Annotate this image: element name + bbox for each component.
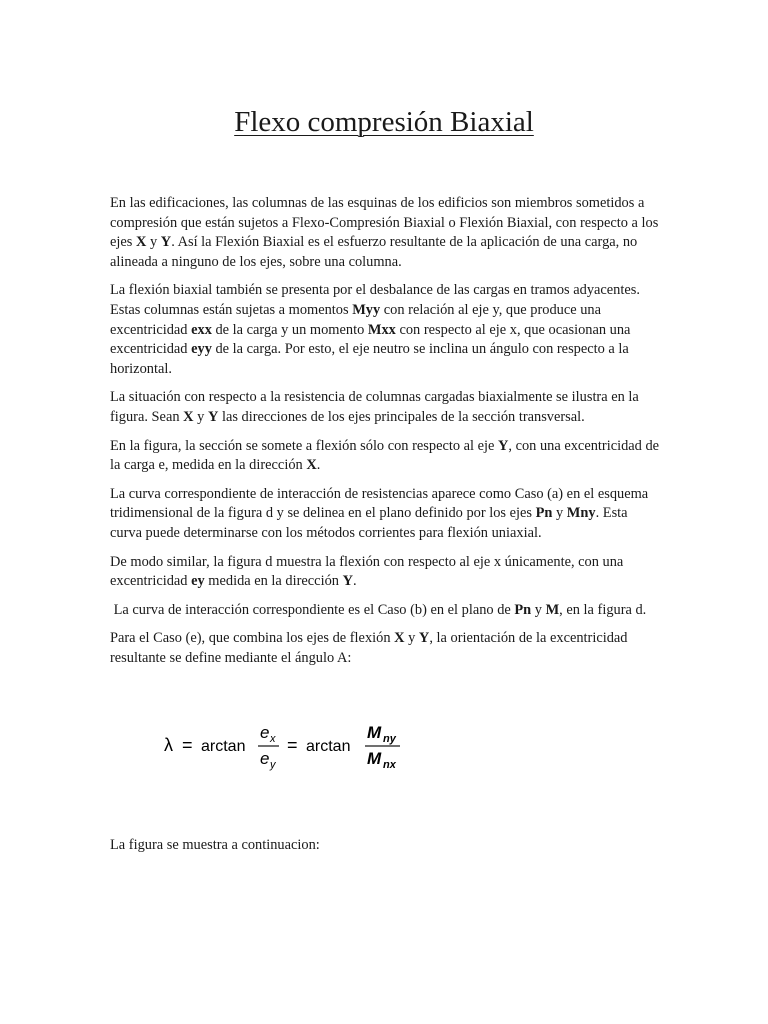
document-title: Flexo compresión Biaxial <box>234 106 534 138</box>
p7-text-d: , en la figura d. <box>559 601 647 618</box>
p2-bold-exx: exx <box>191 321 212 338</box>
p3-text-c: y <box>193 408 208 425</box>
p2-text-c: con relación al eje y, que produce una excentricidad <box>110 301 602 338</box>
formula-den2-sub: nx <box>383 759 396 771</box>
p8-text-c: y <box>404 630 419 647</box>
paragraph-2 <box>110 281 662 379</box>
formula-den1-base: e <box>260 749 270 768</box>
p4-bold-y: Y <box>498 437 509 454</box>
paragraph-7 <box>110 601 662 621</box>
p1-bold-x: X <box>135 234 147 251</box>
formula-svg <box>162 716 422 776</box>
p1-bold-y: Y <box>160 234 172 251</box>
p1-text-c: y <box>146 234 161 251</box>
p2-bold-mxx: Mxx <box>367 321 396 338</box>
p2-text-e: con respecto al eje x, que ocasionan una excentricidad <box>110 321 631 358</box>
p2-bold-myy: Myy <box>352 301 381 318</box>
p6-bold-ey: ey <box>191 573 205 590</box>
formula-den1-sub: y <box>270 759 276 771</box>
figure-caption: La figura se muestra a continuacion: <box>110 837 320 853</box>
p5-text-d: . Esta curva puede determinarse con los métodos corrientes para flexión uniaxial. <box>110 505 628 541</box>
formula-lambda: λ <box>164 735 173 755</box>
p4-text-d: . <box>316 457 321 474</box>
p4-text-a: En la figura, la sección se somete a flexión sólo con respecto al eje <box>110 437 498 454</box>
p5-text-c: y <box>552 505 567 522</box>
formula-num1-base: e <box>260 723 270 742</box>
p3-text-d: las direcciones de los ejes principales de la sección transversal. <box>218 408 585 425</box>
p5-text-a: La curva correspondiente de interacción de resistencias aparece como Caso (a) en el esquema tridimensional de la figura d y se delinea en el plano definido por los ejes <box>110 485 649 522</box>
formula-num1-sub: x <box>270 733 276 745</box>
p5-bold-mny: Mny <box>566 505 596 522</box>
formula-arctan-1: arctan <box>201 738 246 755</box>
p1-text-d: . Así la Flexión Biaxial es el esfuerzo resultante de la aplicación de una carga, no alineada a ninguno de los ejes, sobre una columna. <box>110 234 638 270</box>
p8-bold-y: Y <box>418 630 430 647</box>
p8-text-a: Para el Caso (e), que combina los ejes de flexión <box>110 630 395 647</box>
formula-num2-base: M <box>367 723 382 742</box>
p2-text-d: de la carga y un momento <box>211 321 368 338</box>
p7-text-c: y <box>531 601 546 618</box>
formula-den2-base: M <box>367 749 382 768</box>
formula-arctan-2: arctan <box>306 738 351 755</box>
lambda-formula <box>162 716 422 776</box>
p8-bold-x: X <box>394 630 405 647</box>
formula-equals-1: = <box>182 735 193 755</box>
formula-equals-2: = <box>287 735 298 755</box>
p6-text-c: medida en la dirección <box>204 573 343 590</box>
paragraph-6 <box>110 553 662 592</box>
p4-bold-x: X <box>306 457 317 474</box>
paragraph-8 <box>110 629 662 668</box>
p4-text-c: , con una excentricidad de la carga e, medida en la dirección <box>110 437 660 474</box>
p8-text-d: , la orientación de la excentricidad resultante se define mediante el ángulo A: <box>110 630 628 666</box>
formula-num2-sub: ny <box>383 733 396 745</box>
p2-bold-eyy: eyy <box>191 341 212 358</box>
p2-text-f: de la carga. Por esto, el eje neutro se inclina un ángulo con respecto a la horizontal. <box>110 341 629 377</box>
p7-text-a: La curva de interacción correspondiente es el Caso (b) en el plano de <box>110 601 515 618</box>
p3-bold-x: X <box>183 408 194 425</box>
p7-bold-m: M <box>545 601 560 618</box>
p7-bold-pn: Pn <box>514 601 532 618</box>
p3-text-a: La situación con respecto a la resistencia de columnas cargadas biaxialmente se ilustra en la figura. Sean <box>110 389 639 425</box>
p6-bold-y: Y <box>342 573 353 590</box>
paragraph-3 <box>110 388 662 427</box>
document-body <box>110 194 662 677</box>
paragraph-1 <box>110 194 662 272</box>
p2-text-a: La flexión biaxial también se presenta por el desbalance de las cargas en tramos adyacentes. Estas columnas están sujetas a momentos <box>110 282 640 318</box>
paragraph-5 <box>110 485 662 544</box>
p5-bold-pn: Pn <box>535 505 553 522</box>
paragraph-4 <box>110 437 662 476</box>
p6-text-a: De modo similar, la figura d muestra la flexión con respecto al eje x únicamente, con una excentricidad <box>110 553 624 590</box>
p1-text-a: En las edificaciones, las columnas de las esquinas de los edificios son miembros sometidos a compresión que están sujetos a Flexo-Compresión Biaxial o Flexión Biaxial, con respecto a los ejes <box>110 195 659 251</box>
p3-bold-y: Y <box>207 408 219 425</box>
p6-text-d: . <box>352 573 357 590</box>
